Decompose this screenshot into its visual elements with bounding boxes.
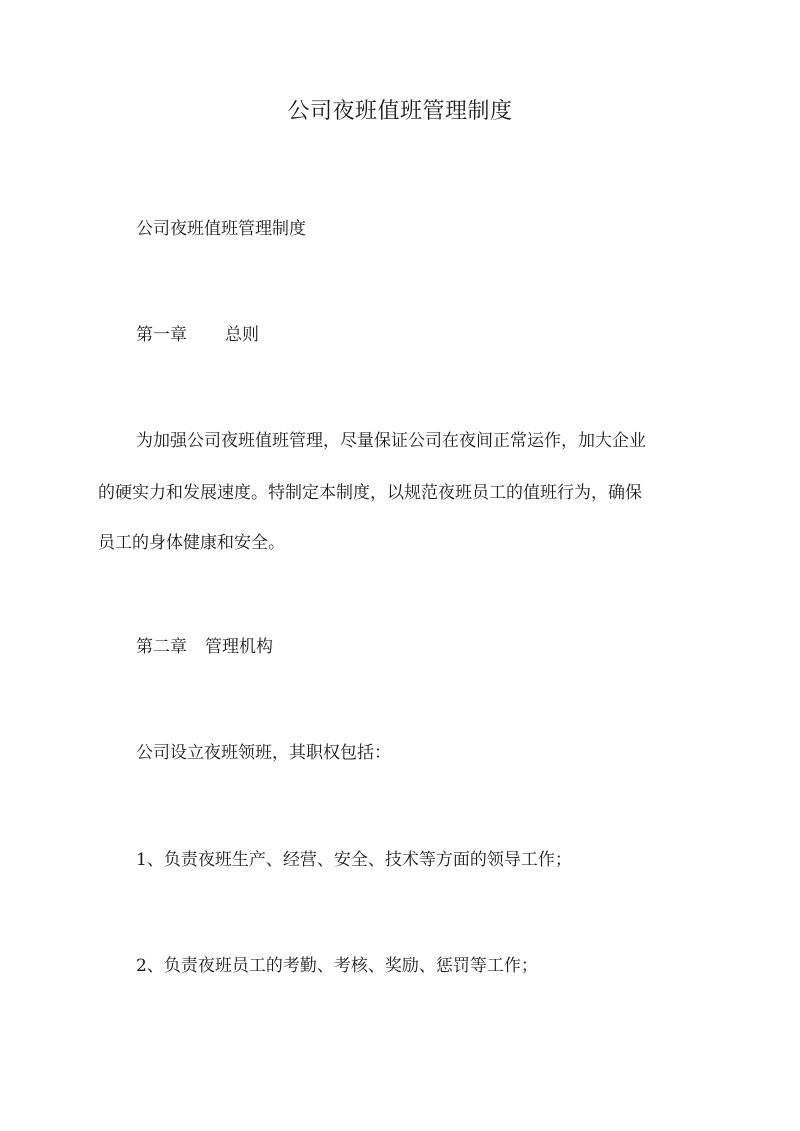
- document-subtitle: 公司夜班值班管理制度: [136, 219, 306, 239]
- paragraph-1-line-1: 为加强公司夜班值班管理，尽量保证公司在夜间正常运作，加大企业: [136, 431, 646, 451]
- chapter-2-heading: [136, 634, 273, 660]
- chapter-1-heading: [136, 322, 259, 348]
- document-title: 公司夜班值班管理制度: [287, 99, 513, 124]
- list-item-1: 1、负责夜班生产、经营、安全、技术等方面的领导工作；: [136, 850, 572, 870]
- chapter-2-name: 管理机构: [205, 637, 273, 657]
- paragraph-1-line-2: 的硬实力和发展速度。特制定本制度，以规范夜班员工的值班行为，确保: [98, 483, 642, 503]
- intro-paragraph: 公司设立夜班领班，其职权包括：: [136, 743, 391, 763]
- list-item-2: 2、负责夜班员工的考勤、考核、奖励、惩罚等工作；: [136, 956, 538, 976]
- paragraph-1-line-3: 员工的身体健康和安全。: [98, 533, 285, 553]
- chapter-1-label: 第一章: [136, 325, 187, 345]
- chapter-2-label: 第二章: [136, 637, 187, 657]
- chapter-1-name: 总则: [225, 325, 259, 345]
